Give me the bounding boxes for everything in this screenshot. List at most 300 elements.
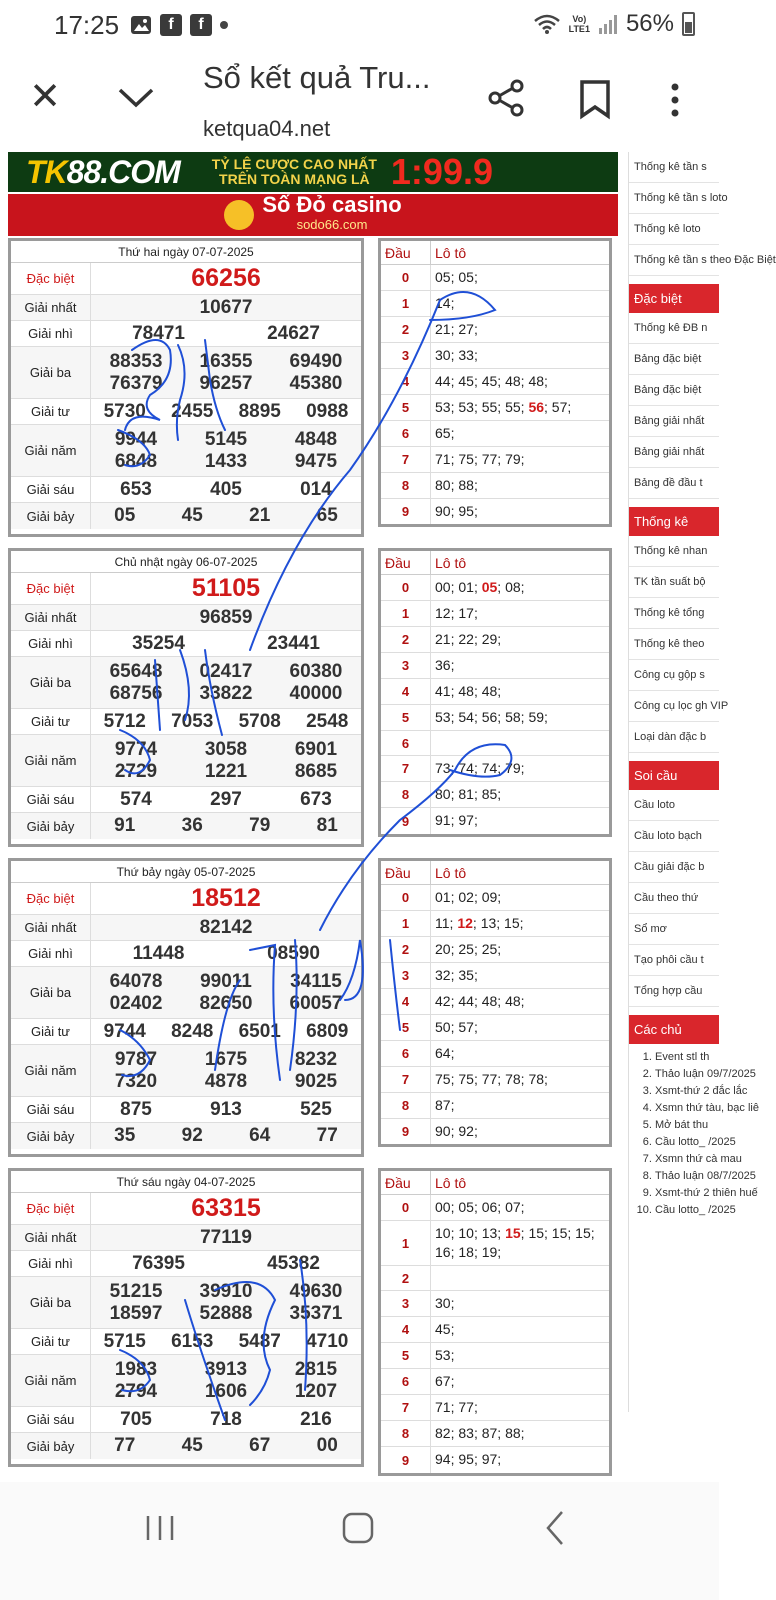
loto-row (381, 1317, 609, 1343)
prize-number: 574 (120, 788, 152, 810)
prize-number: 79 (249, 815, 271, 836)
prize-row-db (11, 573, 361, 605)
prize-number: 35371 (289, 1302, 343, 1324)
prize-number: 10677 (199, 296, 253, 318)
prize-number: 5712 (103, 710, 146, 732)
loto-number: 07 (505, 1199, 521, 1215)
prize-number: 77 (316, 1125, 338, 1146)
loto-number-special: 15 (505, 1225, 521, 1241)
prize-number: 88353 (109, 350, 163, 372)
sidebar-link[interactable]: TK tần suất bộ (629, 567, 719, 598)
loto-number: 75 (458, 451, 474, 467)
loto-row (381, 1343, 609, 1369)
prize-values (91, 347, 361, 398)
loto-head-digit: 7 (381, 1395, 431, 1420)
loto-number-special: 05 (481, 579, 498, 595)
page-title: Sổ kết quả Tru... (203, 60, 431, 95)
prize-values (91, 735, 361, 786)
loto-head-digit: 7 (381, 447, 431, 472)
loto-row (381, 705, 609, 731)
loto-row (381, 421, 609, 447)
loto-numbers: 80; 81; 85; (435, 786, 502, 803)
prize-number: 60057 (289, 992, 343, 1014)
prize-values (91, 295, 361, 320)
prize-number: 65648 (109, 660, 163, 682)
prize-values (91, 1355, 361, 1406)
back-icon[interactable] (536, 1508, 576, 1548)
sidebar-link[interactable]: Thống kê ĐB n (629, 313, 719, 344)
loto-number: 48 (458, 683, 474, 699)
prize-number: 653 (120, 478, 152, 500)
loto-number-special: 56 (528, 399, 545, 415)
prize-number: 4878 (204, 1070, 248, 1092)
prize-number: 913 (210, 1098, 242, 1120)
loto-head-digit: 0 (381, 265, 431, 290)
loto-head-digit: 1 (381, 601, 431, 626)
sidebar-link[interactable]: Bảng đặc biệt (629, 375, 719, 406)
prize-values (91, 1193, 361, 1224)
prize-row-g7 (11, 503, 361, 529)
loto-numbers: 73; 74; 74; 79; (435, 760, 525, 777)
loto-number: 10 (458, 1225, 474, 1241)
loto-number: 27 (458, 321, 474, 337)
loto-head-digit: 4 (381, 1317, 431, 1342)
prize-label: Giải tư (11, 1329, 91, 1354)
loto-number: 59 (528, 709, 545, 725)
sidebar-link[interactable]: Thống kê tần s loto (629, 183, 719, 214)
sidebar-link[interactable]: Thống kê tần s (629, 152, 719, 183)
topic-link[interactable]: 4. Xsmn thứ tàu, bạc liê (655, 1101, 719, 1116)
sodo-banner[interactable] (8, 194, 618, 236)
sidebar-link[interactable]: Cầu giải đặc b (629, 852, 719, 883)
sodo-domain: sodo66.com (296, 217, 368, 232)
loto-head-digit: 4 (381, 679, 431, 704)
loto-number: 05 (435, 269, 451, 285)
prize-values (91, 1251, 361, 1276)
prize-label: Giải nhì (11, 941, 91, 966)
facebook-icon-2: f (190, 14, 212, 36)
loto-number: 15 (504, 915, 520, 931)
loto-numbers: 82; 83; 87; 88; (435, 1425, 525, 1442)
prize-row-g2 (11, 321, 361, 347)
prize-number: 08590 (267, 942, 320, 964)
topic-link[interactable]: 2. Thảo luận 09/7/2025 (655, 1067, 719, 1082)
prize-row-g2 (11, 631, 361, 657)
prize-number: 40000 (289, 682, 343, 704)
prize-number: 875 (120, 1098, 152, 1120)
prize-number: 525 (300, 1098, 332, 1120)
sidebar-link[interactable]: Thống kê nhan (629, 536, 719, 567)
sidebar-link[interactable]: Thống kê theo (629, 629, 719, 660)
recents-icon[interactable] (140, 1508, 180, 1548)
home-icon[interactable] (338, 1508, 378, 1548)
loto-row (381, 575, 609, 601)
loto-numbers: 41; 48; 48; (435, 683, 502, 699)
loto-row (381, 1015, 609, 1041)
sidebar-section-soi-cau[interactable]: Soi cầu (629, 761, 719, 790)
loto-numbers: 44; 45; 45; 48; 48; (435, 373, 548, 389)
close-icon[interactable]: ✕ (29, 76, 61, 118)
loto-table-0707 (378, 238, 612, 527)
loto-numbers (431, 731, 609, 755)
chevron-down-icon[interactable] (116, 78, 156, 118)
prize-values (91, 1097, 361, 1122)
prize-number: 6848 (114, 450, 158, 472)
prize-number: 68756 (109, 682, 163, 704)
tk88-slogan (212, 157, 377, 187)
prize-number: 82650 (199, 992, 253, 1014)
prize-label: Đặc biệt (11, 883, 91, 914)
loto-numbers: 21; 27; (435, 321, 478, 337)
loto-head-digit: 6 (381, 1041, 431, 1066)
loto-head-digit: 5 (381, 1015, 431, 1040)
prize-values (91, 1329, 361, 1354)
loto-number: 71 (435, 1399, 451, 1416)
loto-numbers: 75; 75; 77; 78; 78; (435, 1071, 548, 1087)
loto-number: 85 (481, 786, 498, 803)
loto-head-digit: 1 (381, 291, 431, 316)
topic-link[interactable]: 3. Xsmt-thứ 2 đắc lắc (655, 1084, 719, 1099)
loto-number: 14 (435, 295, 451, 311)
prize-number: 216 (300, 1408, 332, 1430)
prize-row-g3 (11, 1277, 361, 1329)
loto-head-digit: 5 (381, 395, 431, 420)
loto-numbers (431, 1266, 609, 1290)
loto-number: 08 (505, 579, 521, 595)
prize-number: 78471 (132, 322, 185, 344)
loto-row (381, 1369, 609, 1395)
prize-number: 9475 (294, 450, 338, 472)
sidebar-section-dac-biet[interactable]: Đặc biệt (629, 284, 719, 313)
prize-number: 1221 (204, 760, 248, 782)
loto-number: 97 (458, 812, 474, 829)
loto-table-0507 (378, 858, 612, 1147)
loto-number: 29 (481, 631, 498, 647)
sidebar-link[interactable]: Loại dàn đặc b (629, 722, 719, 753)
loto-head-digit: 2 (381, 627, 431, 652)
loto-numbers: 10; 10; 13; 15; 15; 15; 15; 16; 18; 19; (435, 1225, 595, 1260)
prize-number: 5715 (103, 1330, 146, 1352)
loto-numbers: 65; (435, 425, 455, 441)
loto-number: 41 (435, 683, 451, 699)
prize-values (91, 573, 361, 604)
prize-number: 24627 (267, 322, 320, 344)
loto-number: 48 (481, 683, 498, 699)
tk88-banner[interactable] (8, 152, 618, 192)
sidebar-link[interactable]: Bảng đề đầu t (629, 468, 719, 499)
loto-number: 88 (505, 1425, 521, 1442)
prize-number: 2729 (114, 760, 158, 782)
battery-icon (682, 12, 695, 36)
loto-head-digit: 1 (381, 911, 431, 936)
result-date: Thứ bảy ngày 05-07-2025 (11, 861, 361, 883)
loto-head-digit: 6 (381, 421, 431, 446)
prize-values (91, 1123, 361, 1149)
prize-number: 65 (316, 505, 338, 526)
prize-values (91, 321, 361, 346)
prize-label: Giải bảy (11, 1123, 91, 1149)
prize-values (91, 425, 361, 476)
result-table-0407 (8, 1168, 364, 1467)
topic-link[interactable]: 7. Xsmn thứ cà mau (655, 1152, 719, 1167)
loto-number: 57 (551, 399, 568, 415)
prize-row-g4 (11, 399, 361, 425)
loto-head-digit: 7 (381, 1067, 431, 1092)
prize-number: 1983 (114, 1358, 158, 1380)
prize-number: 02417 (199, 660, 253, 682)
prize-number: 51215 (109, 1280, 163, 1302)
loto-header (381, 551, 609, 575)
loto-number: 95 (458, 1451, 474, 1468)
prize-number: 6153 (171, 1330, 214, 1352)
loto-numbers: 00; 05; 06; 07; (435, 1199, 525, 1215)
prize-number: 5708 (238, 710, 281, 732)
loto-number: 33 (458, 347, 474, 363)
prize-number: 35254 (132, 632, 185, 654)
loto-numbers: 90; 95; (435, 503, 478, 519)
loto-number: 94 (435, 1451, 451, 1468)
loto-number: 45 (481, 373, 498, 389)
loto-number: 01 (435, 889, 451, 905)
prize-label: Giải nhì (11, 631, 91, 656)
loto-row (381, 1221, 609, 1266)
prize-values (91, 477, 361, 502)
loto-number: 87 (435, 1097, 451, 1113)
loto-head-digit: 2 (381, 1266, 431, 1290)
prize-number: 9744 (103, 1020, 146, 1042)
prize-number: 014 (300, 478, 332, 500)
loto-number: 74 (458, 760, 474, 777)
dau-header: Đầu (381, 551, 431, 574)
prize-values (91, 399, 361, 424)
volte-top: Vo) (572, 14, 587, 24)
prize-number: 49630 (289, 1280, 343, 1302)
loto-row (381, 1119, 609, 1144)
prize-label: Giải sáu (11, 477, 91, 502)
loto-head-digit: 9 (381, 499, 431, 524)
prize-number: 2815 (294, 1358, 338, 1380)
prize-label: Giải năm (11, 425, 91, 476)
casino-chip-icon (224, 200, 254, 230)
sidebar-link[interactable]: Bảng giải nhất (629, 437, 719, 468)
prize-values (91, 915, 361, 940)
topic-link[interactable]: 10. Cầu lotto_ /2025 (655, 1203, 719, 1218)
prize-row-g3 (11, 967, 361, 1019)
loto-head-digit: 9 (381, 1119, 431, 1144)
sidebar-link[interactable]: Tổng hợp cầu (629, 976, 719, 1007)
loto-row (381, 1041, 609, 1067)
sidebar-link[interactable]: Bảng giải nhất (629, 406, 719, 437)
prize-label: Đặc biệt (11, 573, 91, 604)
sidebar-link[interactable]: Thống kê tổng (629, 598, 719, 629)
prize-label: Giải năm (11, 1045, 91, 1096)
prize-number: 3913 (204, 1358, 248, 1380)
loto-number: 88 (458, 477, 474, 493)
loto-head-digit: 9 (381, 808, 431, 833)
prize-number: 1606 (204, 1380, 248, 1402)
loto-numbers: 91; 97; (435, 812, 478, 829)
prize-number: 5730 (103, 400, 146, 422)
prize-number: 45 (181, 1435, 203, 1456)
prize-row-g1 (11, 915, 361, 941)
loto-head-digit: 6 (381, 1369, 431, 1394)
loto-number: 64 (435, 1045, 451, 1061)
prize-number: 6809 (306, 1020, 349, 1042)
loto-head-digit: 8 (381, 1421, 431, 1446)
loto-head-digit: 3 (381, 343, 431, 368)
prize-number: 36 (181, 815, 203, 836)
loto-numbers: 71; 75; 77; 79; (435, 451, 525, 467)
sidebar-link[interactable]: Công cụ gộp s (629, 660, 719, 691)
sidebar-link[interactable]: Cầu theo thứ (629, 883, 719, 914)
topic-link[interactable]: 1. Event stl th (655, 1050, 719, 1065)
loto-number: 55 (481, 399, 498, 415)
prize-number: 6501 (238, 1020, 281, 1042)
loto-number: 13 (481, 1225, 498, 1241)
loto-row (381, 1067, 609, 1093)
bookmark-icon[interactable] (578, 80, 612, 118)
gallery-icon (130, 14, 152, 36)
loto-number: 83 (458, 1425, 474, 1442)
loto-number: 44 (435, 373, 451, 389)
loto-number: 00 (435, 1199, 451, 1215)
prize-number: 60380 (289, 660, 343, 682)
sidebar-section-topics[interactable]: Các chủ (629, 1015, 719, 1044)
sidebar-link[interactable]: Bảng đặc biệt (629, 344, 719, 375)
volte-indicator (569, 14, 590, 34)
battery-percent: 56% (625, 10, 674, 37)
prize-row-g2 (11, 1251, 361, 1277)
loto-number: 25 (481, 941, 498, 957)
loto-table-0607 (378, 548, 612, 837)
result-table-0507 (8, 858, 364, 1157)
prize-number: 45 (181, 505, 203, 526)
topic-link[interactable]: 8. Thảo luận 08/7/2025 (655, 1169, 719, 1184)
prize-label: Đặc biệt (11, 263, 91, 294)
prize-row-g4 (11, 1019, 361, 1045)
loto-number: 05 (458, 269, 474, 285)
sidebar-link[interactable]: Công cụ lọc gh VIP (629, 691, 719, 722)
loto-numbers: 00; 01; 05; 08; (435, 579, 525, 595)
sidebar-link[interactable]: Cầu loto bạch (629, 821, 719, 852)
special-prize-number: 18512 (191, 884, 261, 912)
page-url: ketqua04.net (203, 116, 331, 141)
loto-number: 81 (458, 786, 474, 803)
loto-number: 58 (505, 709, 521, 725)
loto-row (381, 1447, 609, 1472)
volte-bottom: LTE1 (568, 24, 590, 34)
loto-number: 82 (435, 1425, 451, 1442)
sidebar-link[interactable]: Cầu loto (629, 790, 719, 821)
prize-number: 8895 (238, 400, 281, 422)
loto-number: 92 (458, 1123, 474, 1139)
loto-number: 22 (458, 631, 474, 647)
loto-number: 32 (435, 967, 451, 983)
prize-row-g3 (11, 657, 361, 709)
loto-numbers: 64; (435, 1045, 455, 1061)
sidebar-link[interactable]: Tạo phôi cầu t (629, 945, 719, 976)
loto-head-digit: 8 (381, 1093, 431, 1118)
prize-label: Giải ba (11, 657, 91, 708)
tk88-logo-main: 88.COM (66, 153, 180, 190)
prize-number: 1675 (204, 1048, 248, 1070)
loto-number: 13 (480, 915, 497, 931)
loto-number: 79 (505, 451, 521, 467)
loto-header-label: Lô tô (435, 555, 467, 571)
loto-number: 15 (528, 1225, 545, 1241)
prize-number: 39910 (199, 1280, 253, 1302)
loto-number: 90 (435, 1123, 451, 1139)
loto-head-digit: 3 (381, 1291, 431, 1316)
loto-numbers: 42; 44; 48; 48; (435, 993, 525, 1009)
loto-head-digit: 9 (381, 1447, 431, 1472)
prize-label: Giải năm (11, 1355, 91, 1406)
prize-row-g7 (11, 813, 361, 839)
loto-numbers: 80; 88; (435, 477, 478, 493)
loto-header-label: Lô tô (435, 865, 467, 881)
prize-row-g2 (11, 941, 361, 967)
prize-number: 0988 (306, 400, 349, 422)
prize-label: Giải bảy (11, 503, 91, 529)
loto-number: 30 (435, 1295, 451, 1312)
prize-row-g1 (11, 1225, 361, 1251)
loto-row (381, 473, 609, 499)
loto-number: 15 (575, 1225, 591, 1241)
loto-number: 20 (435, 941, 451, 957)
loto-number: 80 (435, 786, 451, 803)
loto-numbers: 53; 53; 55; 55; 56; 57; (435, 399, 572, 415)
prize-number: 1433 (204, 450, 248, 472)
prize-number: 99011 (200, 970, 252, 992)
loto-number: 50 (435, 1019, 451, 1035)
loto-number: 77 (481, 1071, 498, 1087)
prize-row-g7 (11, 1123, 361, 1149)
prize-number: 8248 (171, 1020, 214, 1042)
loto-head-digit: 8 (381, 473, 431, 498)
loto-number: 95 (458, 503, 474, 519)
prize-number: 35 (114, 1125, 136, 1146)
more-icon[interactable] (668, 82, 682, 118)
loto-number: 48 (481, 993, 498, 1009)
sidebar-link[interactable]: Thống kê loto (629, 214, 719, 245)
topic-link[interactable]: 9. Xsmt-thứ 2 thiên huế (655, 1186, 719, 1201)
loto-row (381, 265, 609, 291)
prize-label: Giải sáu (11, 787, 91, 812)
loto-numbers: 67; (435, 1373, 455, 1390)
prize-values (91, 787, 361, 812)
loto-number: 42 (435, 993, 451, 1009)
topic-link[interactable]: 5. Mở bát thu (655, 1118, 719, 1133)
sidebar-link[interactable]: Thống kê tần s theo Đặc Biệt (629, 245, 719, 276)
loto-row (381, 291, 609, 317)
sidebar-section-thong-ke[interactable]: Thống kê (629, 507, 719, 536)
prize-number: 2455 (171, 400, 214, 422)
prize-label: Giải năm (11, 735, 91, 786)
prize-label: Giải nhất (11, 295, 91, 320)
prize-label: Giải nhì (11, 321, 91, 346)
loto-number: 73 (435, 760, 451, 777)
sidebar-link[interactable]: Sổ mơ (629, 914, 719, 945)
loto-numbers: 36; (435, 657, 455, 673)
prize-number: 05 (114, 505, 136, 526)
prize-number: 52888 (199, 1302, 253, 1324)
loto-number: 53 (435, 399, 451, 415)
loto-number: 21 (435, 631, 451, 647)
prize-number: 6901 (294, 738, 338, 760)
share-icon[interactable] (486, 78, 526, 118)
loto-row (381, 1421, 609, 1447)
topic-link[interactable]: 6. Cầu lotto_ /2025 (655, 1135, 719, 1150)
